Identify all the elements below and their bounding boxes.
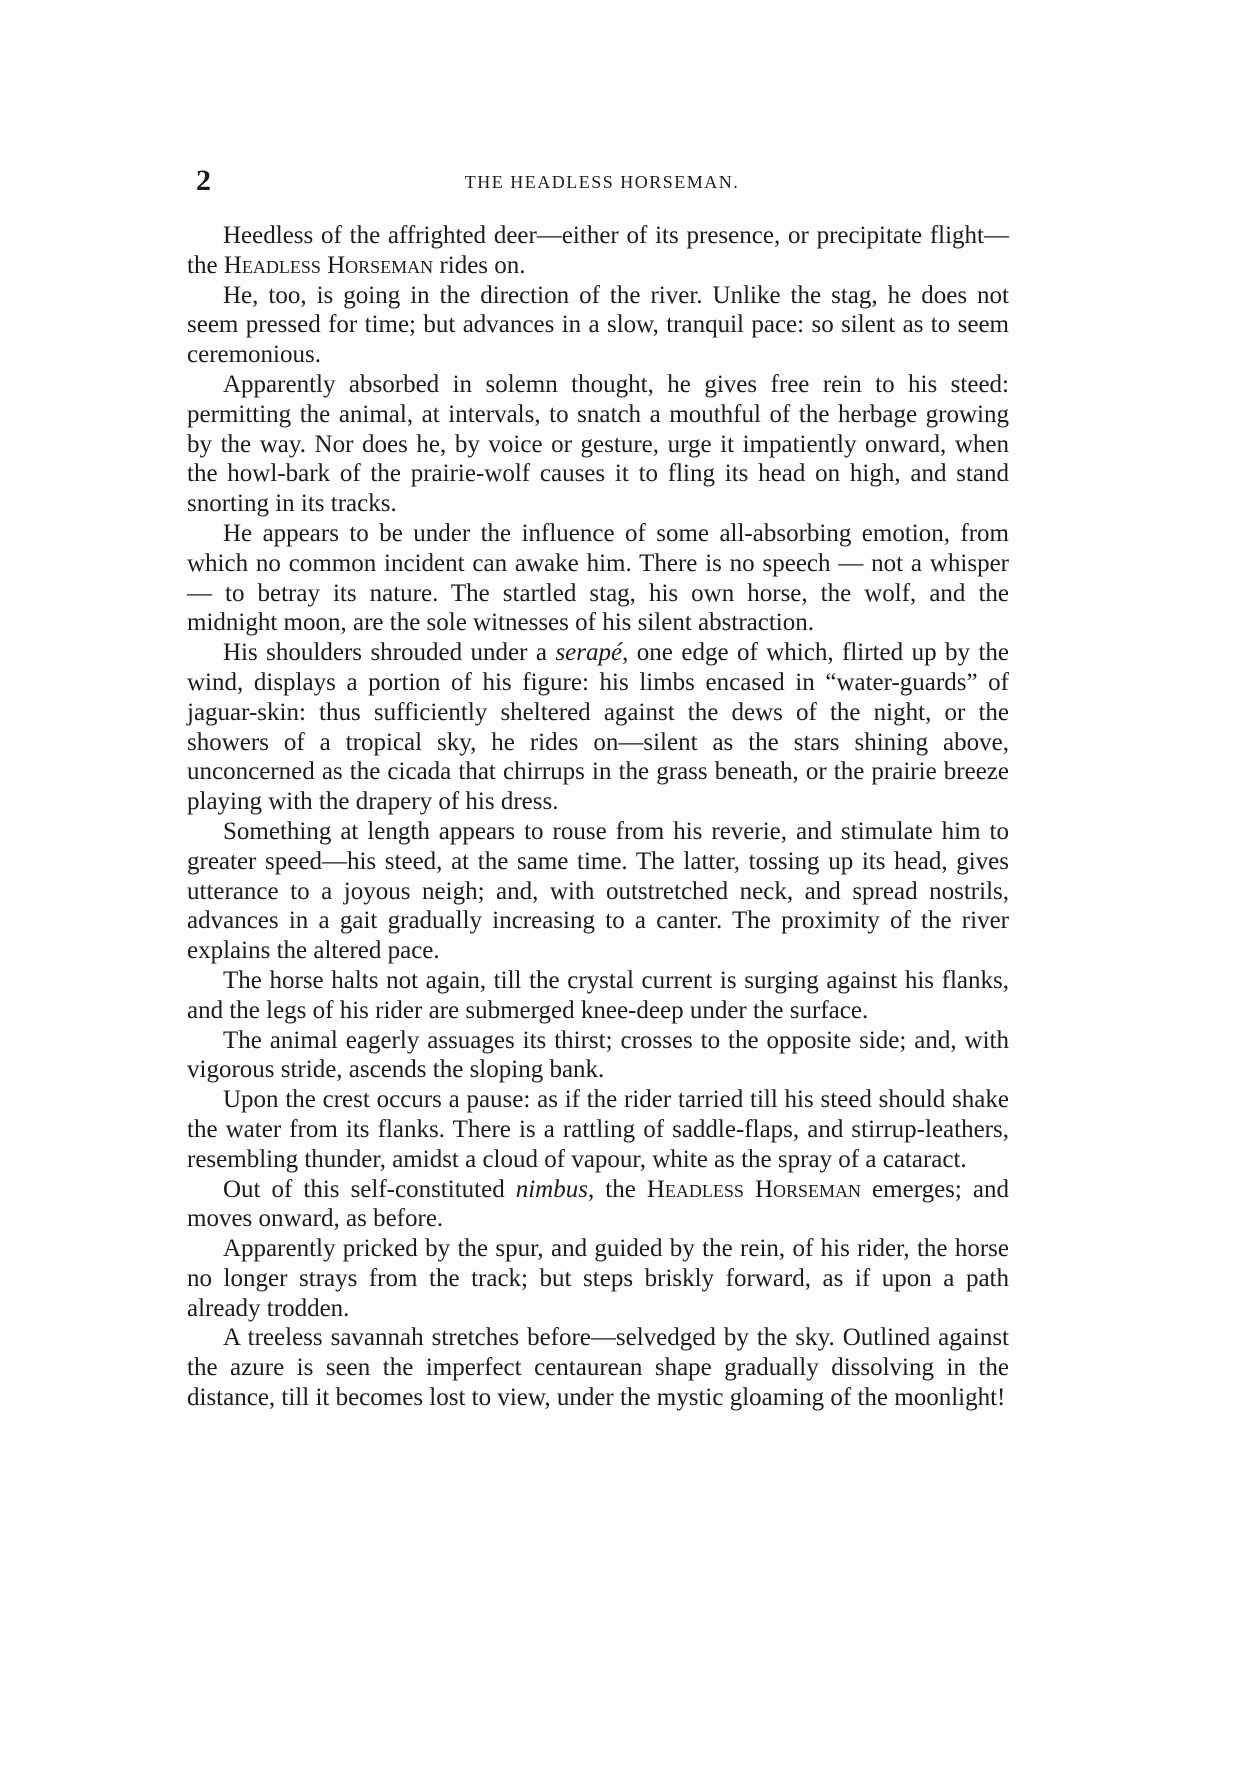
text-segment: The animal eagerly assuages its thirst; crosses to the opposite side; and, with vigorous stride, ascends the sloping bank. — [187, 1026, 1009, 1084]
paragraph — [187, 1085, 1009, 1174]
paragraph — [187, 281, 1009, 370]
page-number: 2 — [196, 164, 211, 197]
body-text — [187, 221, 1009, 1413]
paragraph — [187, 221, 1009, 281]
paragraph — [187, 1026, 1009, 1086]
paragraph — [187, 519, 1009, 638]
paragraph — [187, 1234, 1009, 1323]
text-segment: Out of this self-constituted — [223, 1175, 516, 1203]
text-segment: Heedless of the affrighted deer—either of its presence, or precipitate flight—the — [187, 222, 1009, 279]
paragraph — [187, 817, 1009, 966]
paragraph — [187, 966, 1009, 1026]
small-caps-name: Headless Horseman — [223, 251, 434, 279]
text-segment: Upon the crest occurs a pause: as if the rider tarried till his steed should shake the water from its flanks. There is a rattling of saddle-flaps, and stirrup-leathers, resembling thunder, amidst a cloud of vapour, white as the spray of a cataract. — [187, 1086, 1009, 1173]
text-segment: A treeless savannah stretches before—selvedged by the sky. Outlined against the azure is seen the imperfect centaurean shape gradually dissolving in the distance, till it becomes lost to view, under the mystic gloaming of the moonlight! — [187, 1324, 1009, 1412]
paragraph — [187, 638, 1009, 817]
small-caps-name: Headless Horseman — [646, 1175, 862, 1203]
text-segment: , one edge of which, flirted up by the wind, displays a portion of his figure: his limbs encased in “water-guards” of jaguar-skin: thus sufficiently sheltered against the dews of the night, or the showers of a tropical sky, he rides on—silent as the stars shining above, unconcerned as the cicada that chirrups in the grass beneath, or the prairie breeze playing with the drapery of his dress. — [187, 639, 1009, 816]
paragraph — [187, 1175, 1009, 1235]
page-header — [196, 163, 1008, 199]
paragraph — [187, 1323, 1009, 1412]
text-segment: Something at length appears to rouse from his reverie, and stimulate him to greater speed—his steed, at the same time. The latter, tossing up its head, gives utterance to a joyous neigh; and, with outstretched neck, and spread nostrils, advances in a gait gradually increasing to a canter. The proximity of the river explains the altered pace. — [187, 817, 1009, 965]
text-segment: Apparently absorbed in solemn thought, he gives free rein to his steed: permitting the animal, at intervals, to snatch a mouthful of the herbage growing by the way. Nor does he, by voice or gesture, urge it impatiently onward, when the howl-bark of the prairie-wolf causes it to fling its head on high, and stand snorting in its tracks. — [187, 370, 1009, 518]
text-segment: rides on. — [433, 251, 526, 279]
text-segment: The horse halts not again, till the crystal current is surging against his flanks, and the legs of his rider are submerged knee-deep under the surface. — [187, 966, 1009, 1024]
italic-phrase: nimbus — [515, 1175, 588, 1203]
text-segment: His shoulders shrouded under a — [223, 639, 556, 667]
text-segment: , the — [587, 1175, 647, 1203]
text-segment: He appears to be under the influence of some all-absorbing emotion, from which no common incident can awake him. There is no speech — not a whisper — to betray its nature. The startled stag, his own horse, the wolf, and the midnight moon, are the sole witnesses of his silent abstraction. — [187, 519, 1009, 637]
text-segment: emerges; and moves onward, as before. — [187, 1175, 1009, 1233]
text-segment: He, too, is going in the direction of the river. Unlike the stag, he does not seem pressed for time; but advances in a slow, tranquil pace: so silent as to seem ceremonious. — [187, 281, 1009, 369]
italic-phrase: serapé — [555, 639, 623, 667]
text-segment: Apparently pricked by the spur, and guided by the rein, of his rider, the horse no longer strays from the track; but steps briskly forward, as if upon a path already trodden. — [187, 1235, 1009, 1322]
running-title: THE HEADLESS HORSEMAN. — [464, 172, 740, 192]
paragraph — [187, 370, 1009, 519]
